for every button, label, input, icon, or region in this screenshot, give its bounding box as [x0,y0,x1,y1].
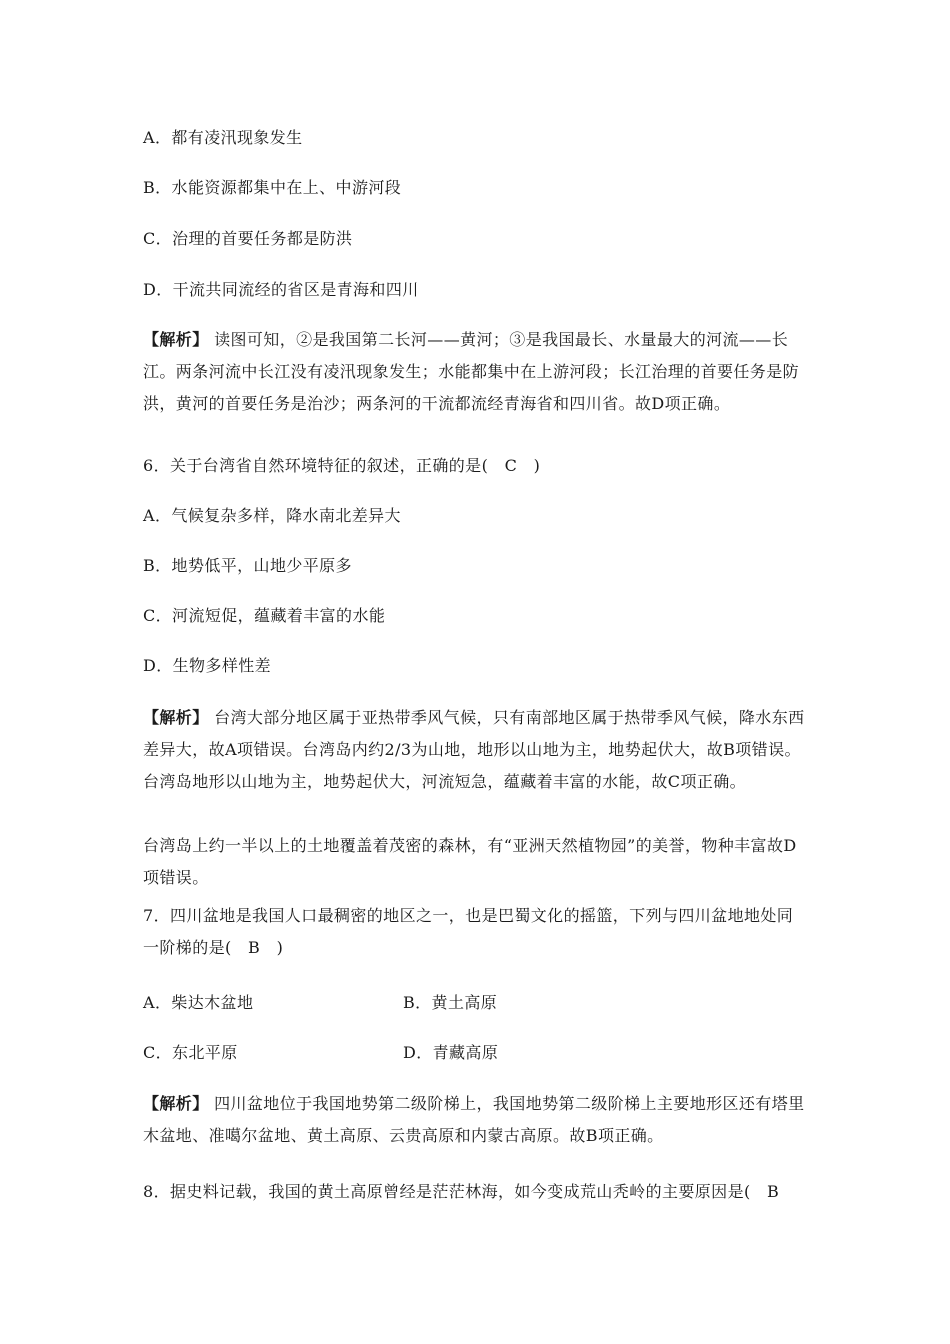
analysis-label: 【解析】 [143,330,209,349]
q5-option-b: B．水能资源都集中在上、中游河段 [143,178,402,197]
q5-option-a: A．都有凌汛现象发生 [143,128,303,147]
q6-analysis-cont: 台湾岛上约一半以上的土地覆盖着茂密的森林，有“亚洲天然植物园”的美誉，物种丰富故D项错误。 [143,836,797,887]
q7-stem: 7．四川盆地是我国人口最稠密的地区之一，也是巴蜀文化的摇篮，下列与四川盆地地处同一阶梯的是( B ) [143,906,794,957]
q6-option-d: D．生物多样性差 [143,656,272,675]
analysis-label: 【解析】 [143,708,209,727]
q6-option-a: A．气候复杂多样，降水南北差异大 [143,506,401,525]
analysis-text: 读图可知，②是我国第二长河——黄河；③是我国最长、水量最大的河流——长江。两条河流中长江没有凌汛现象发生；水能都集中在上游河段；长江治理的首要任务是防洪，黄河的首要任务是治沙；两条河的干流都流经青海省和四川省。故D项正确。 [143,330,800,413]
q6-analysis [143,702,809,798]
q7-option-a: A．柴达木盆地 [143,993,254,1012]
q7-analysis [143,1088,809,1152]
q7-option-d: D．青藏高原 [403,1043,499,1062]
q6-option-c: C．河流短促，蕴藏着丰富的水能 [143,606,386,625]
q5-analysis [143,324,809,420]
q5-option-c: C．治理的首要任务都是防洪 [143,229,353,248]
q5-option-d: D．干流共同流经的省区是青海和四川 [143,280,419,299]
analysis-text: 四川盆地位于我国地势第二级阶梯上，我国地势第二级阶梯上主要地形区还有塔里木盆地、准噶尔盆地、黄土高原、云贵高原和内蒙古高原。故B项正确。 [143,1094,805,1145]
analysis-label: 【解析】 [143,1094,209,1113]
q6-stem: 6．关于台湾省自然环境特征的叙述，正确的是( C ) [143,456,541,475]
q7-options-row-1 [143,993,498,1013]
q7-options-row-2 [143,1043,499,1063]
q7-option-b: B．黄土高原 [403,993,498,1012]
q8-stem: 8．据史料记载，我国的黄土高原曾经是茫茫林海，如今变成荒山秃岭的主要原因是( B [143,1182,780,1201]
analysis-text: 台湾大部分地区属于亚热带季风气候，只有南部地区属于热带季风气候，降水东西差异大，故A项错误。台湾岛内约2/3为山地，地形以山地为主，地势起伏大，故B项错误。台湾岛地形以山地为主，地势起伏大，河流短急，蕴藏着丰富的水能，故C项正确。 [143,708,805,791]
q7-option-c: C．东北平原 [143,1043,238,1062]
q6-option-b: B．地势低平，山地少平原多 [143,556,352,575]
